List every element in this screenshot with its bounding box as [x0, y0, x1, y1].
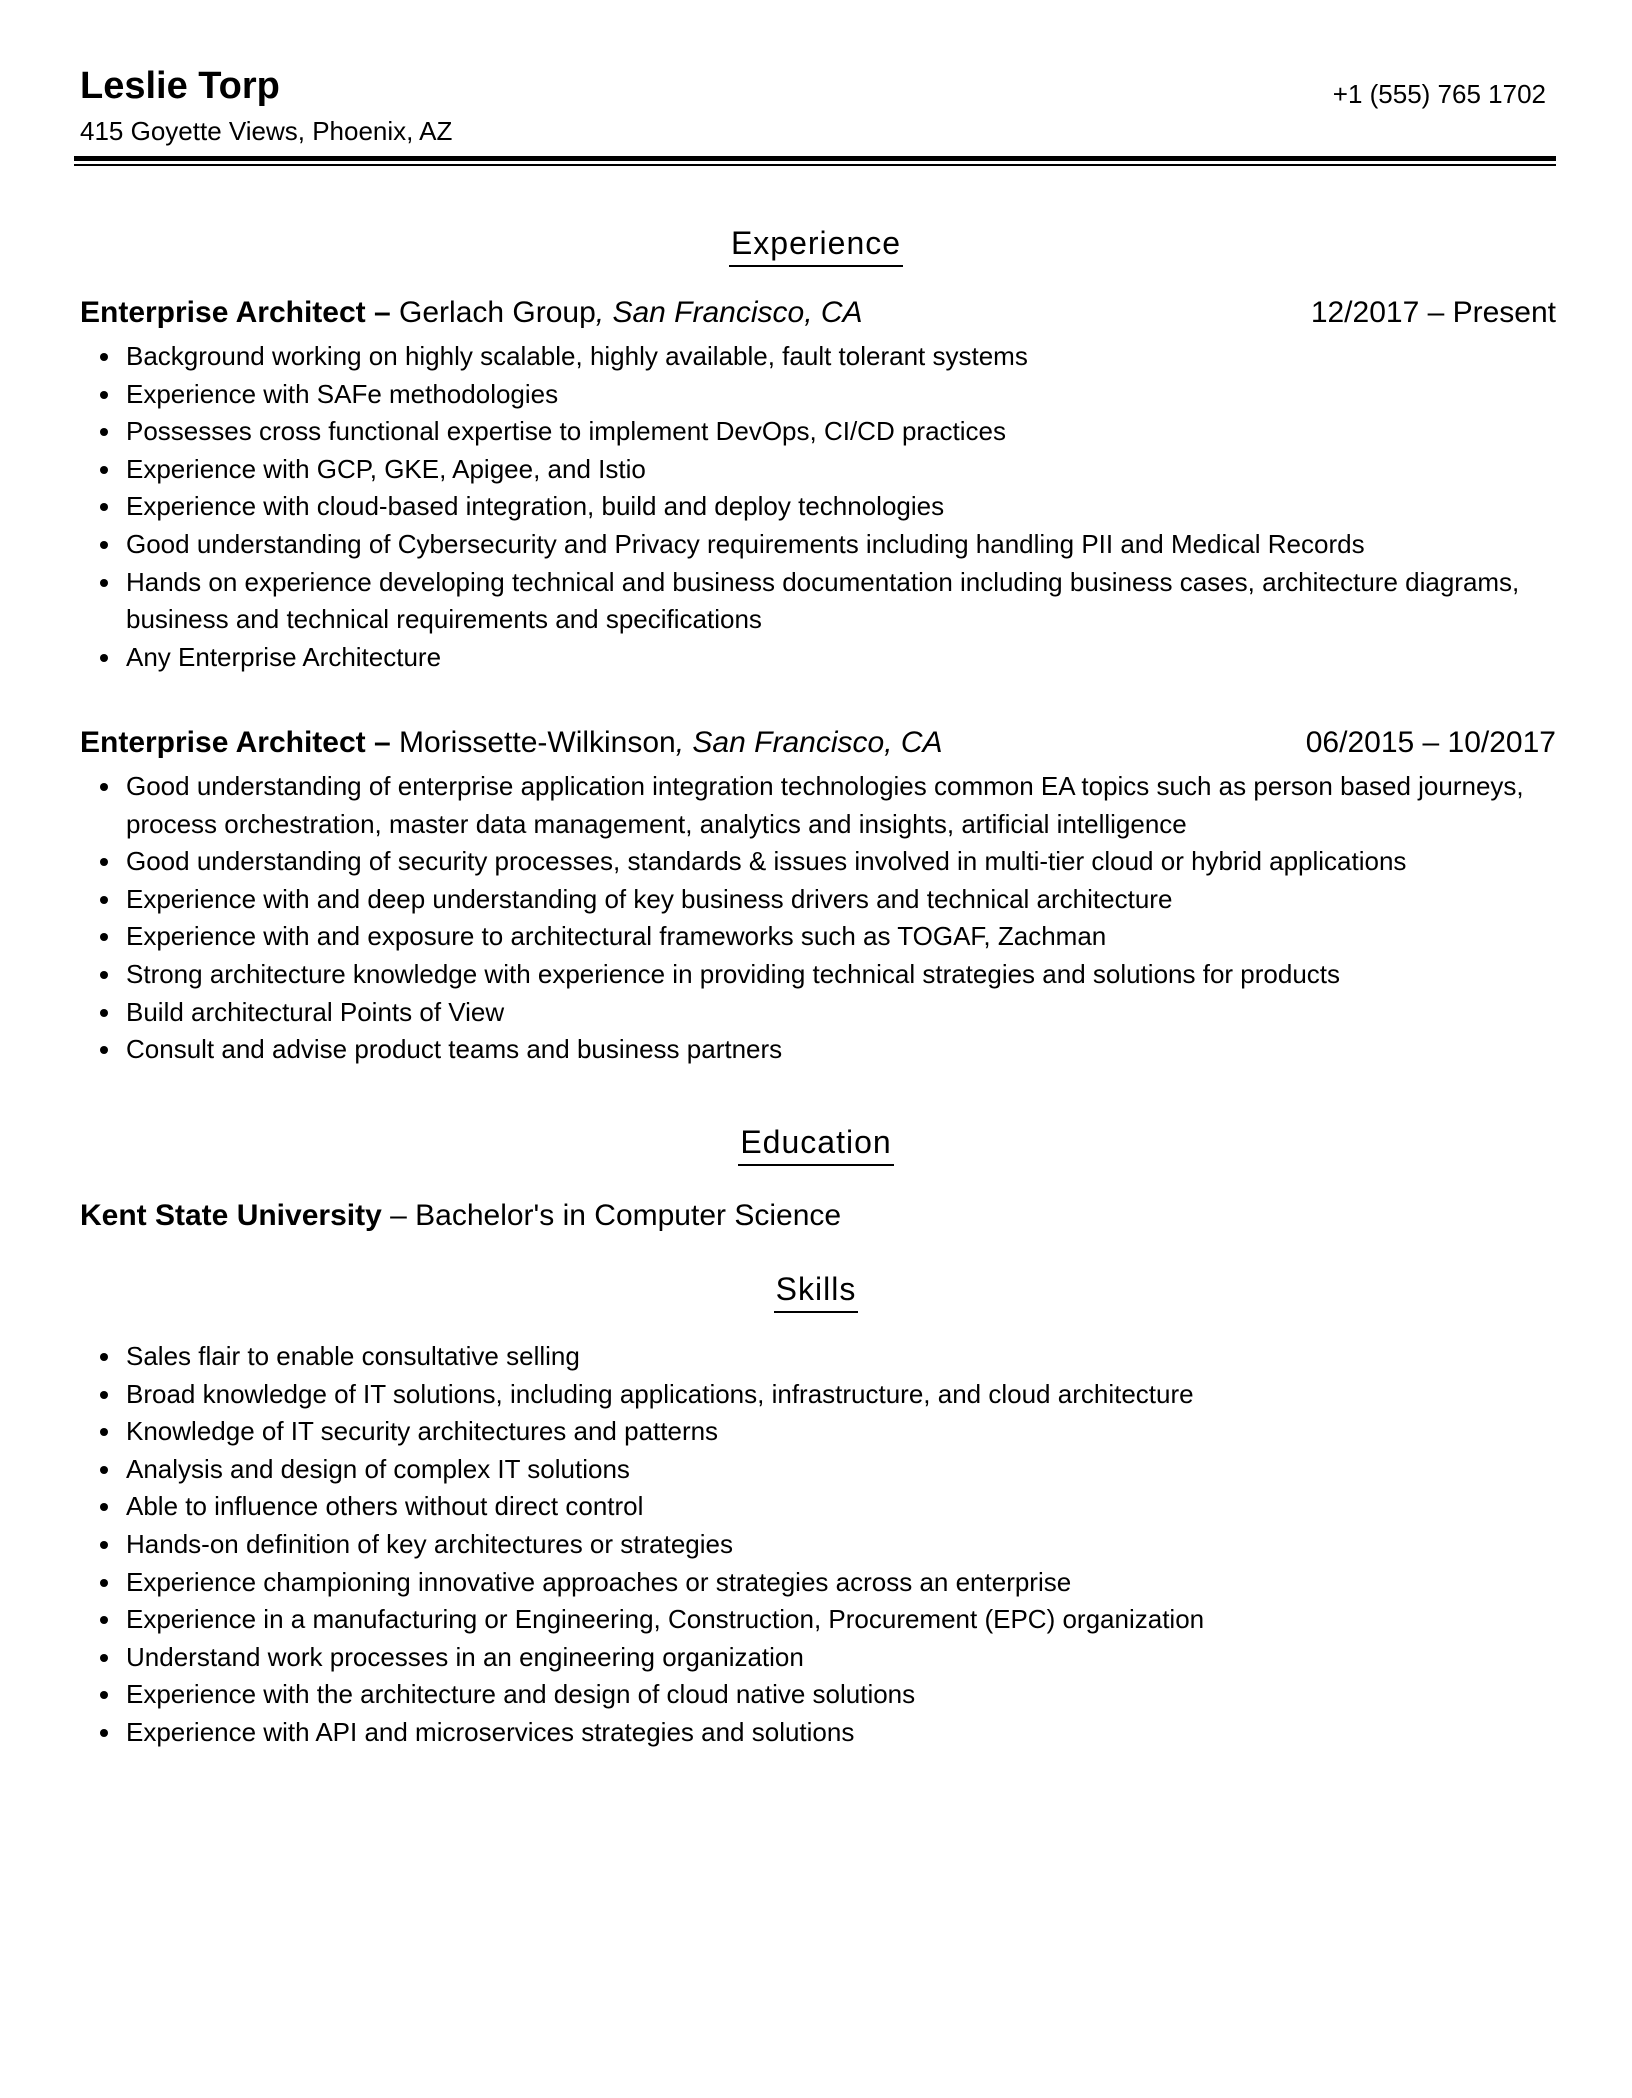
candidate-phone: +1 (555) 765 1702: [1332, 79, 1546, 109]
list-item: Any Enterprise Architecture: [126, 639, 1602, 677]
experience-heading: [0, 223, 1632, 267]
list-item: Analysis and design of complex IT solutions: [126, 1451, 1602, 1489]
list-item: Experience championing innovative approaches or strategies across an enterprise: [126, 1564, 1602, 1602]
header-divider-thin: [74, 164, 1556, 166]
education-separator: –: [381, 1199, 416, 1232]
job-location: , San Francisco, CA: [675, 726, 943, 759]
education-heading: [0, 1122, 1632, 1166]
list-item: Strong architecture knowledge with experience in providing technical strategies and solutions for products: [126, 956, 1602, 994]
skills-heading-text: Skills: [774, 1269, 859, 1313]
list-item: Broad knowledge of IT solutions, including applications, infrastructure, and cloud architecture: [126, 1376, 1602, 1414]
list-item: Background working on highly scalable, highly available, fault tolerant systems: [126, 338, 1602, 376]
skills-list: [80, 1338, 1602, 1752]
skills-heading: [0, 1269, 1632, 1313]
list-item: Understand work processes in an engineering organization: [126, 1639, 1602, 1677]
job-title: Enterprise Architect –: [80, 726, 391, 759]
job-dates: 06/2015 – 10/2017: [1305, 726, 1556, 759]
list-item: Experience with and deep understanding of key business drivers and technical architecture: [126, 881, 1602, 919]
header-divider-thick: [74, 156, 1556, 161]
list-item: Able to influence others without direct control: [126, 1488, 1602, 1526]
list-item: Build architectural Points of View: [126, 994, 1602, 1032]
list-item: Experience with the architecture and design of cloud native solutions: [126, 1676, 1602, 1714]
job-header: [80, 724, 1556, 762]
job-dates: 12/2017 – Present: [1310, 296, 1556, 329]
list-item: Hands on experience developing technical and business documentation including business cases, architecture diagrams, business and technical requirements and specifications: [126, 564, 1602, 639]
list-item: Experience with SAFe methodologies: [126, 376, 1602, 414]
list-item: Possesses cross functional expertise to implement DevOps, CI/CD practices: [126, 413, 1602, 451]
candidate-name: Leslie Torp: [80, 65, 280, 107]
list-item: Good understanding of enterprise application integration technologies common EA topics such as person based journeys, process orchestration, master data management, analytics and insights, artificial intelligence: [126, 768, 1602, 843]
candidate-address: 415 Goyette Views, Phoenix, AZ: [80, 116, 453, 146]
list-item: Experience in a manufacturing or Engineering, Construction, Procurement (EPC) organization: [126, 1601, 1602, 1639]
job-company: Morissette-Wilkinson: [399, 726, 676, 759]
degree-name: Bachelor's in Computer Science: [415, 1199, 842, 1232]
education-entry: [80, 1197, 841, 1235]
education-heading-text: Education: [738, 1122, 893, 1166]
job-header: [80, 294, 1556, 332]
list-item: Knowledge of IT security architectures and patterns: [126, 1413, 1602, 1451]
list-item: Hands-on definition of key architectures or strategies: [126, 1526, 1602, 1564]
job-bullet-list: [80, 768, 1602, 1069]
list-item: Experience with and exposure to architectural frameworks such as TOGAF, Zachman: [126, 918, 1602, 956]
job-bullet-list: [80, 338, 1602, 676]
list-item: Experience with API and microservices strategies and solutions: [126, 1714, 1602, 1752]
list-item: Experience with GCP, GKE, Apigee, and Istio: [126, 451, 1602, 489]
list-item: Good understanding of Cybersecurity and Privacy requirements including handling PII and Medical Records: [126, 526, 1602, 564]
list-item: Consult and advise product teams and business partners: [126, 1031, 1602, 1069]
job-title: Enterprise Architect –: [80, 296, 391, 329]
list-item: Sales flair to enable consultative selling: [126, 1338, 1602, 1376]
school-name: Kent State University: [80, 1199, 382, 1232]
job-company: Gerlach Group: [399, 296, 596, 329]
job-location: , San Francisco, CA: [595, 296, 863, 329]
list-item: Experience with cloud-based integration, build and deploy technologies: [126, 488, 1602, 526]
experience-heading-text: Experience: [729, 223, 903, 267]
list-item: Good understanding of security processes, standards & issues involved in multi-tier cloud or hybrid applications: [126, 843, 1602, 881]
